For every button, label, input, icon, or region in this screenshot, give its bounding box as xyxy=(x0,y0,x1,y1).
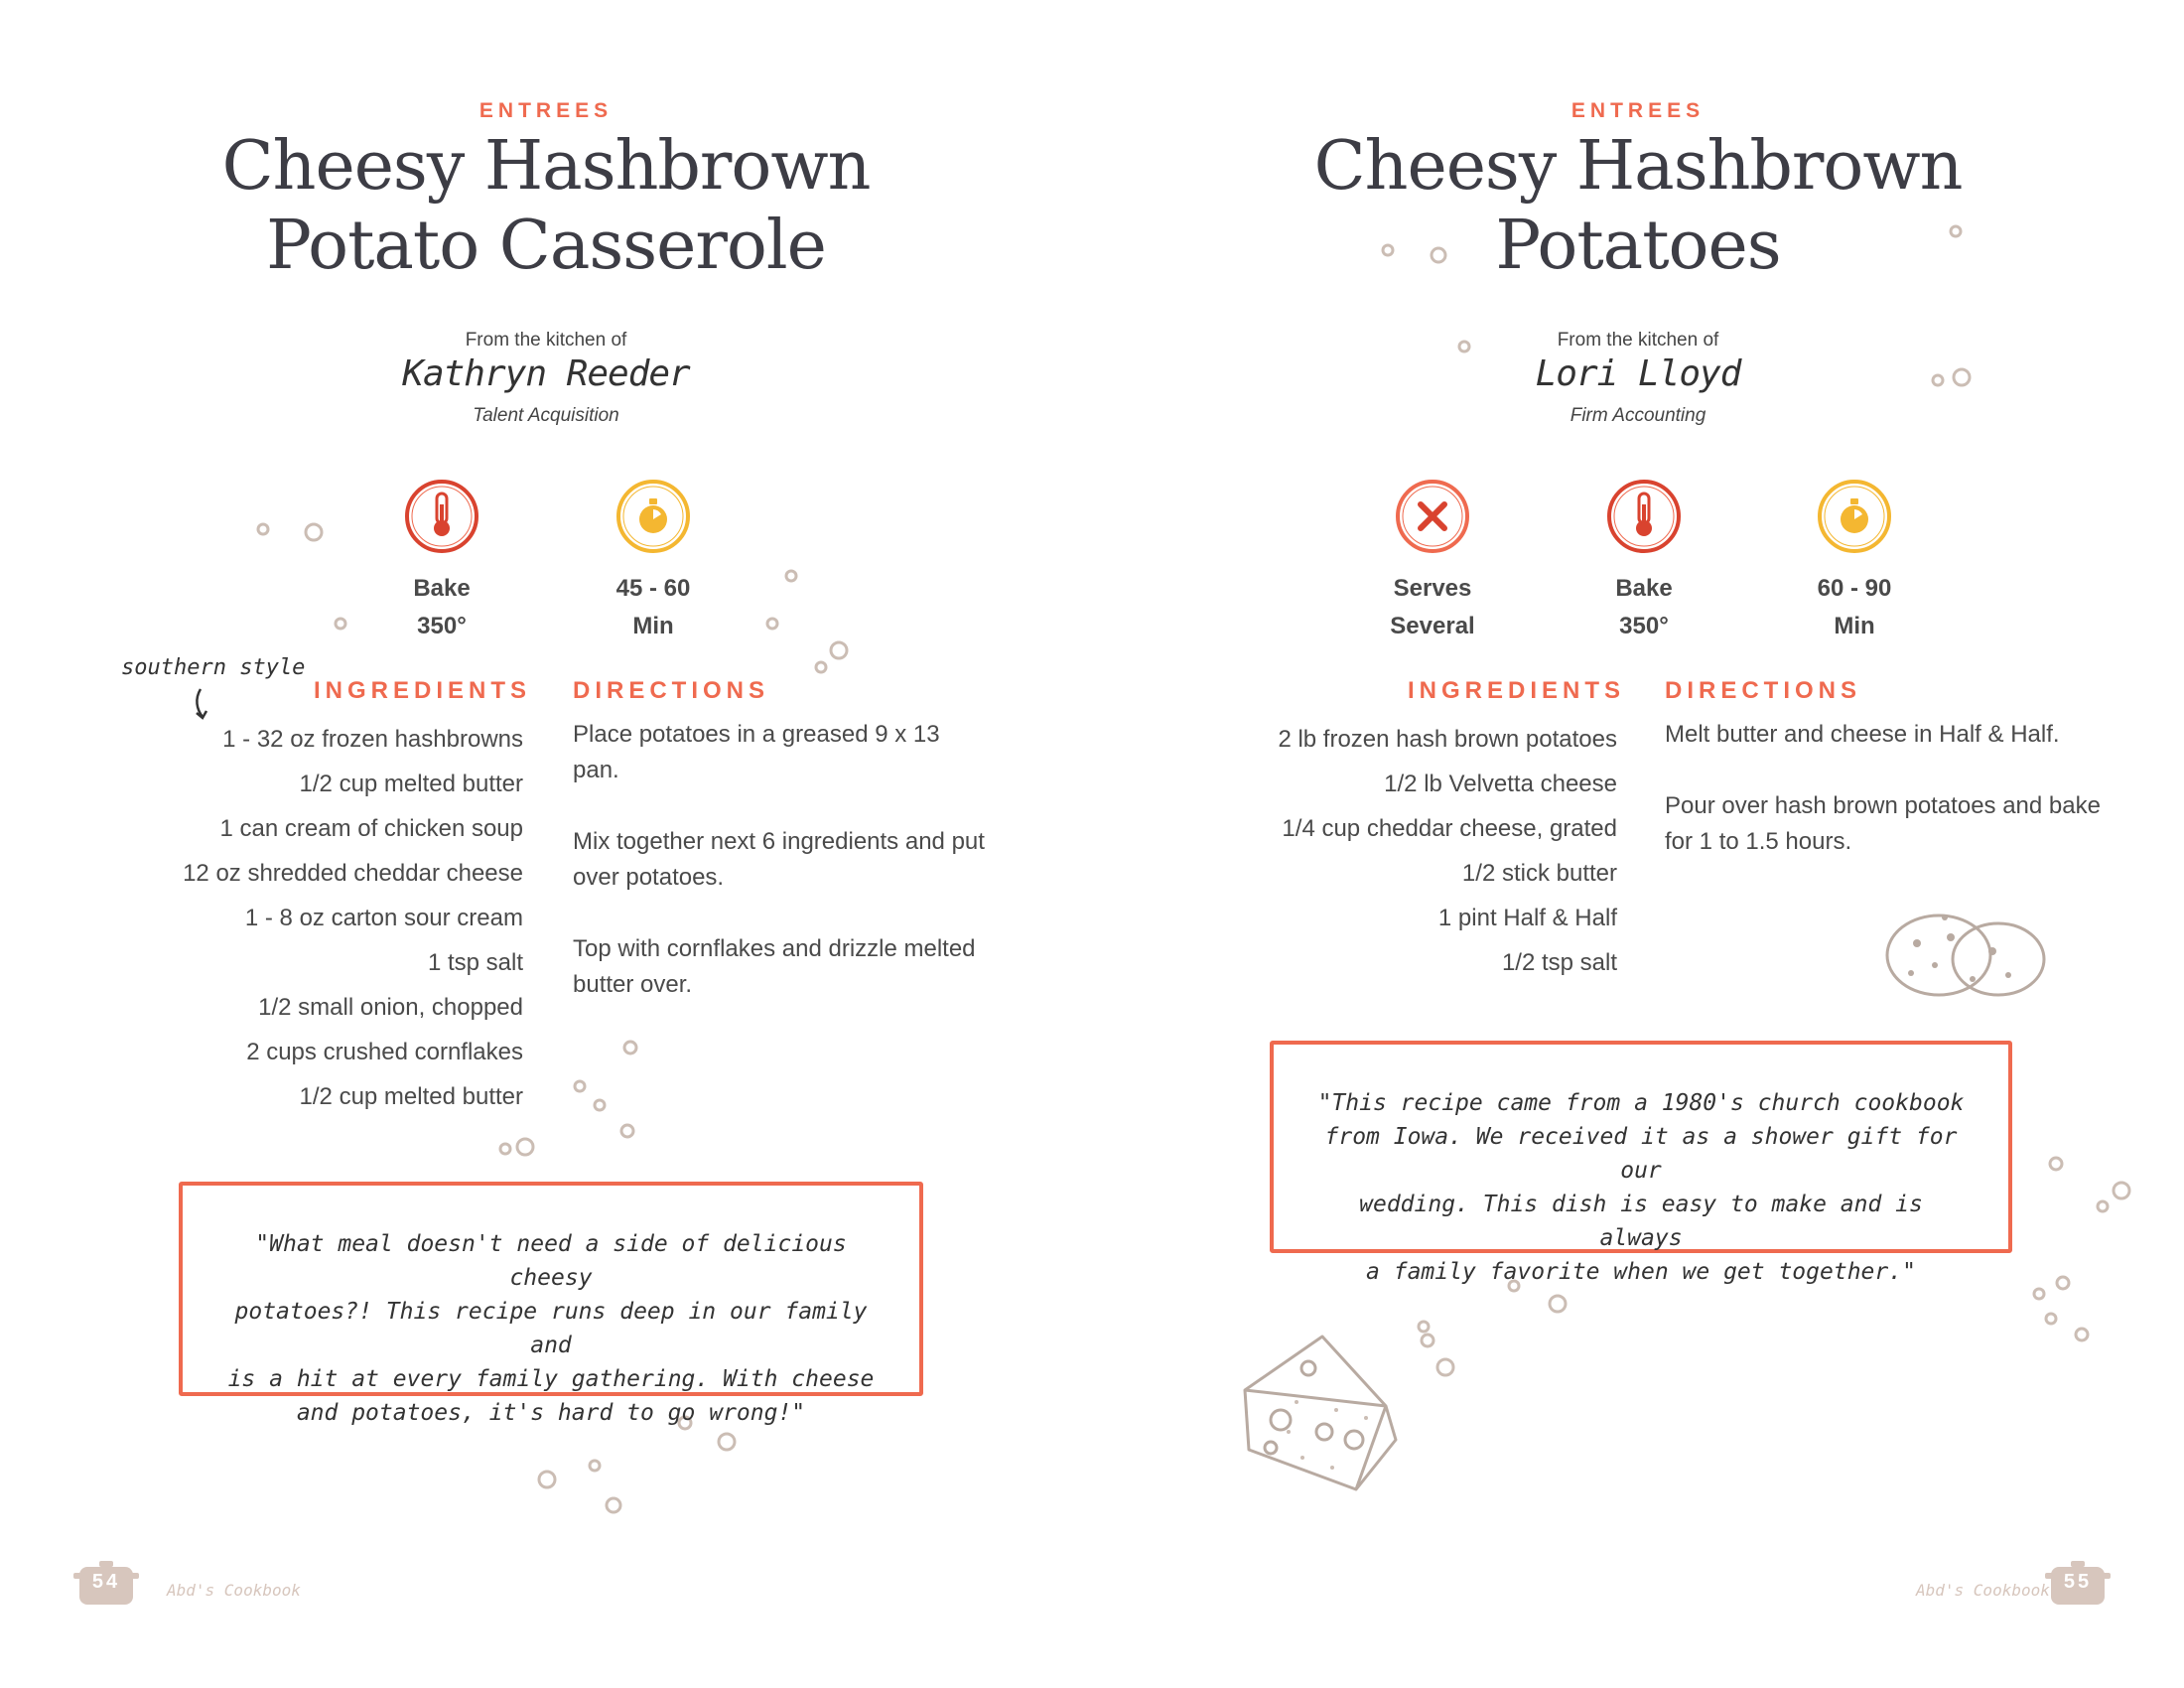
list-item: 1/2 small onion, chopped xyxy=(258,994,523,1021)
stat-time xyxy=(1775,477,1934,645)
recipe-title-line1: Cheesy Hashbrown xyxy=(221,127,871,206)
quote-text xyxy=(222,1227,880,1430)
stat-line2: 350° xyxy=(417,613,467,639)
list-item: 1/4 cup cheddar cheese, grated xyxy=(1282,815,1617,842)
recipe-title xyxy=(1092,127,2184,286)
cheese-wedge-illustration xyxy=(1237,1329,1414,1497)
quote-line: "This recipe came from a 1980's church cookbook xyxy=(1317,1090,1965,1116)
chef-department: Talent Acquisition xyxy=(473,405,619,426)
list-item: 1 - 32 oz frozen hashbrowns xyxy=(222,726,523,753)
quote-line: wedding. This dish is easy to make and is always xyxy=(1359,1192,1923,1251)
direction-step: Mix together next 6 ingredients and put over potatoes. xyxy=(573,828,985,891)
chef-department: Firm Accounting xyxy=(1570,405,1706,426)
stat-line1: Bake xyxy=(413,575,471,602)
stat-line2: Min xyxy=(632,613,674,639)
recipe-category: ENTREES xyxy=(1570,99,1706,122)
stat-bake xyxy=(1565,477,1723,645)
recipe-title-line2: Potatoes xyxy=(1495,207,1781,285)
thermometer-icon xyxy=(402,477,481,556)
recipe-title-line2: Potato Casserole xyxy=(266,207,826,285)
list-item: 1/2 stick butter xyxy=(1461,860,1617,887)
quote-line: from Iowa. We received it as a shower gift for our xyxy=(1324,1124,1958,1184)
kitchen-label: From the kitchen of xyxy=(1557,330,1719,351)
ingredients-list xyxy=(149,717,523,1119)
right-recipe-page xyxy=(1092,0,2184,1688)
page-number: 55 xyxy=(2063,1571,2093,1593)
list-item: 1/2 cup melted butter xyxy=(299,771,523,797)
page-number-badge xyxy=(71,1559,141,1609)
list-item: 1 can cream of chicken soup xyxy=(219,815,523,842)
directions-list xyxy=(1665,717,2102,896)
page-number-badge xyxy=(2043,1559,2113,1609)
list-item: 12 oz shredded cheddar cheese xyxy=(183,860,523,887)
direction-step: Pour over hash brown potatoes and bake for 1 to 1.5 hours. xyxy=(1665,792,2101,855)
list-item: 1 - 8 oz carton sour cream xyxy=(244,905,523,931)
stat-line1: 60 - 90 xyxy=(1817,575,1892,602)
direction-step: Place potatoes in a greased 9 x 13 pan. xyxy=(573,721,940,783)
stat-line1: 45 - 60 xyxy=(615,575,691,602)
quote-line: a family favorite when we get together." xyxy=(1366,1259,1916,1285)
quote-text xyxy=(1313,1086,1969,1289)
list-item: 2 lb frozen hash brown potatoes xyxy=(1278,726,1617,753)
quote-box xyxy=(1270,1041,2012,1285)
ingredients-list xyxy=(1241,717,1617,985)
timer-icon xyxy=(1815,477,1894,556)
list-item: 2 cups crushed cornflakes xyxy=(246,1039,523,1065)
recipe-title-line1: Cheesy Hashbrown xyxy=(1313,127,1963,206)
footer-book-name: Abd's Cookbook xyxy=(167,1581,301,1600)
stat-time xyxy=(574,477,733,645)
quote-line: is a hit at every family gathering. With cheese xyxy=(227,1366,875,1392)
directions-heading: DIRECTIONS xyxy=(573,677,770,704)
potatoes-illustration xyxy=(1881,894,2050,1005)
kitchen-label: From the kitchen of xyxy=(465,330,627,351)
list-item: 1/2 cup melted butter xyxy=(299,1083,523,1110)
recipe-category: ENTREES xyxy=(478,99,614,122)
list-item: 1/2 tsp salt xyxy=(1501,949,1617,976)
timer-icon xyxy=(614,477,693,556)
footer-book-name: Abd's Cookbook xyxy=(1916,1581,2050,1600)
quote-line: potatoes?! This recipe runs deep in our family and xyxy=(234,1299,868,1358)
ingredients-heading: INGREDIENTS xyxy=(314,677,532,704)
list-item: 1 pint Half & Half xyxy=(1437,905,1617,931)
stat-bake xyxy=(362,477,521,645)
stat-line1: Bake xyxy=(1615,575,1673,602)
chef-name: Lori Lloyd xyxy=(1535,353,1741,394)
stat-line2: Several xyxy=(1390,613,1475,639)
direction-step: Melt butter and cheese in Half & Half. xyxy=(1665,721,2060,748)
stat-line2: Min xyxy=(1834,613,1875,639)
side-note: southern style xyxy=(121,655,306,680)
recipe-title xyxy=(0,127,1092,286)
stat-line2: 350° xyxy=(1619,613,1669,639)
page-number: 54 xyxy=(91,1571,121,1593)
direction-step: Top with cornflakes and drizzle melted butter over. xyxy=(573,935,976,998)
directions-list xyxy=(573,717,990,1039)
thermometer-icon xyxy=(1604,477,1684,556)
list-item: 1 tsp salt xyxy=(427,949,523,976)
chef-name: Kathryn Reeder xyxy=(402,353,690,394)
quote-box xyxy=(179,1182,923,1426)
ingredients-heading: INGREDIENTS xyxy=(1408,677,1626,704)
stat-line1: Serves xyxy=(1393,575,1472,602)
quote-line: and potatoes, it's hard to go wrong!" xyxy=(296,1400,806,1426)
serves-x-icon xyxy=(1393,477,1472,556)
list-item: 1/2 lb Velvetta cheese xyxy=(1384,771,1617,797)
directions-heading: DIRECTIONS xyxy=(1665,677,1862,704)
stat-serves xyxy=(1353,477,1512,645)
quote-line: "What meal doesn't need a side of delicious cheesy xyxy=(255,1231,847,1291)
